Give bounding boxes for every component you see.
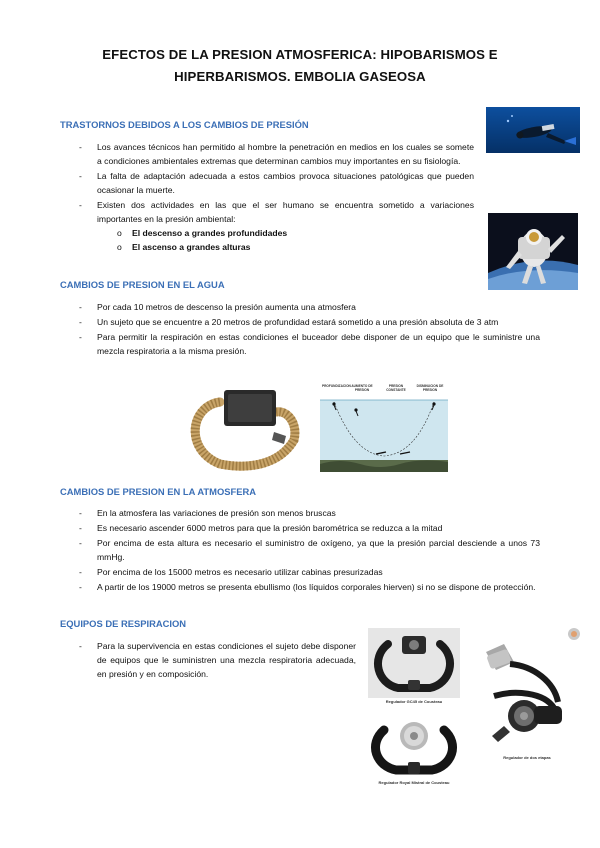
list-item: - Existen dos actividades en las que el ser humano se encuentra sometido a variaciones importantes en la presión ambiental: [60, 198, 474, 226]
list-item: - En la atmosfera las variaciones de presión son menos bruscas [60, 506, 540, 520]
regulator-gc45-photo [368, 628, 460, 706]
diagram-label: PRESION CONSTANTE [386, 384, 406, 392]
section-2-list [60, 300, 540, 358]
list-item: - Para permitir la respiración en estas condiciones el buceador debe disponer de un equipo que le suministre una mezcla respiratoria a la misma presión. [60, 330, 540, 358]
caption-gc45: Regulador GC45 de Cousteau [385, 699, 443, 704]
regulator-two-stage-photo [474, 626, 580, 764]
diagram-label: DISMINUCION DE PRESION [416, 384, 444, 392]
diagram-label: AUMENTO DE PRESION [351, 384, 373, 392]
list-item: - Los avances técnicos han permitido al hombre la penetración en medios en los cuales se somete a condiciones ambientales extremas que determinan cambios muy importantes en su fisiología. [60, 140, 474, 168]
list-item: - A partir de los 19000 metros se presenta ebullismo (los líquidos corporales hierven) si no se dispone de protección. [60, 580, 540, 594]
sub-item: o El ascenso a grandes alturas [60, 240, 474, 254]
astronaut-photo [488, 213, 578, 290]
section-heading-trastornos: TRASTORNOS DEBIDOS A LOS CAMBIOS DE PRESIÓN [60, 119, 309, 130]
list-item: - Es necesario ascender 6000 metros para que la presión barométrica se reduzca a la mitad [60, 521, 540, 535]
list-item: - La falta de adaptación adecuada a estos cambios provoca situaciones patológicas que pueden ocasionar la muerte. [60, 169, 474, 197]
sub-item: o El descenso a grandes profundidades [60, 226, 474, 240]
title-line-1: EFECTOS DE LA PRESION ATMOSFERICA: HIPOBARISMOS E [102, 47, 498, 62]
title-line-2: HIPERBARISMOS. EMBOLIA GASEOSA [174, 69, 426, 84]
list-item: - Por encima de esta altura es necesario el suministro de oxígeno, ya que la presión parcial desciende a unos 73 mmHg. [60, 536, 540, 564]
dive-pressure-diagram [320, 380, 448, 472]
list-item: - Un sujeto que se encuentre a 20 metros de profundidad estará sometido a una presión absoluta de 3 atm [60, 315, 540, 329]
list-item: - Para la supervivencia en estas condiciones el sujeto debe disponer de equipos que le suministren una mezcla respiratoria adecuada, en presión y en composición. [60, 639, 356, 681]
regulator-royal-mistral-photo [368, 714, 460, 786]
section-heading-equipos: EQUIPOS DE RESPIRACION [60, 618, 187, 629]
caption-royal-mistral: Regulador Royal Mistral de Cousteau [378, 780, 450, 785]
list-item: - Por cada 10 metros de descenso la presión aumenta una atmosfera [60, 300, 540, 314]
section-4-list [60, 639, 356, 681]
section-3-list [60, 506, 540, 594]
breathing-apparatus-photo [180, 380, 300, 472]
section-1-list [60, 140, 474, 254]
section-heading-atmosfera: CAMBIOS DE PRESION EN LA ATMOSFERA [60, 486, 257, 497]
section-heading-agua: CAMBIOS DE PRESION EN EL AGUA [60, 279, 225, 290]
diagram-label: PROFUNDIZACION [322, 384, 351, 388]
diver-photo [486, 107, 580, 153]
page-title [0, 44, 600, 88]
caption-two-stage: Regulador de dos etapas [503, 755, 551, 760]
list-item: - Por encima de los 15000 metros es necesario utilizar cabinas presurizadas [60, 565, 540, 579]
